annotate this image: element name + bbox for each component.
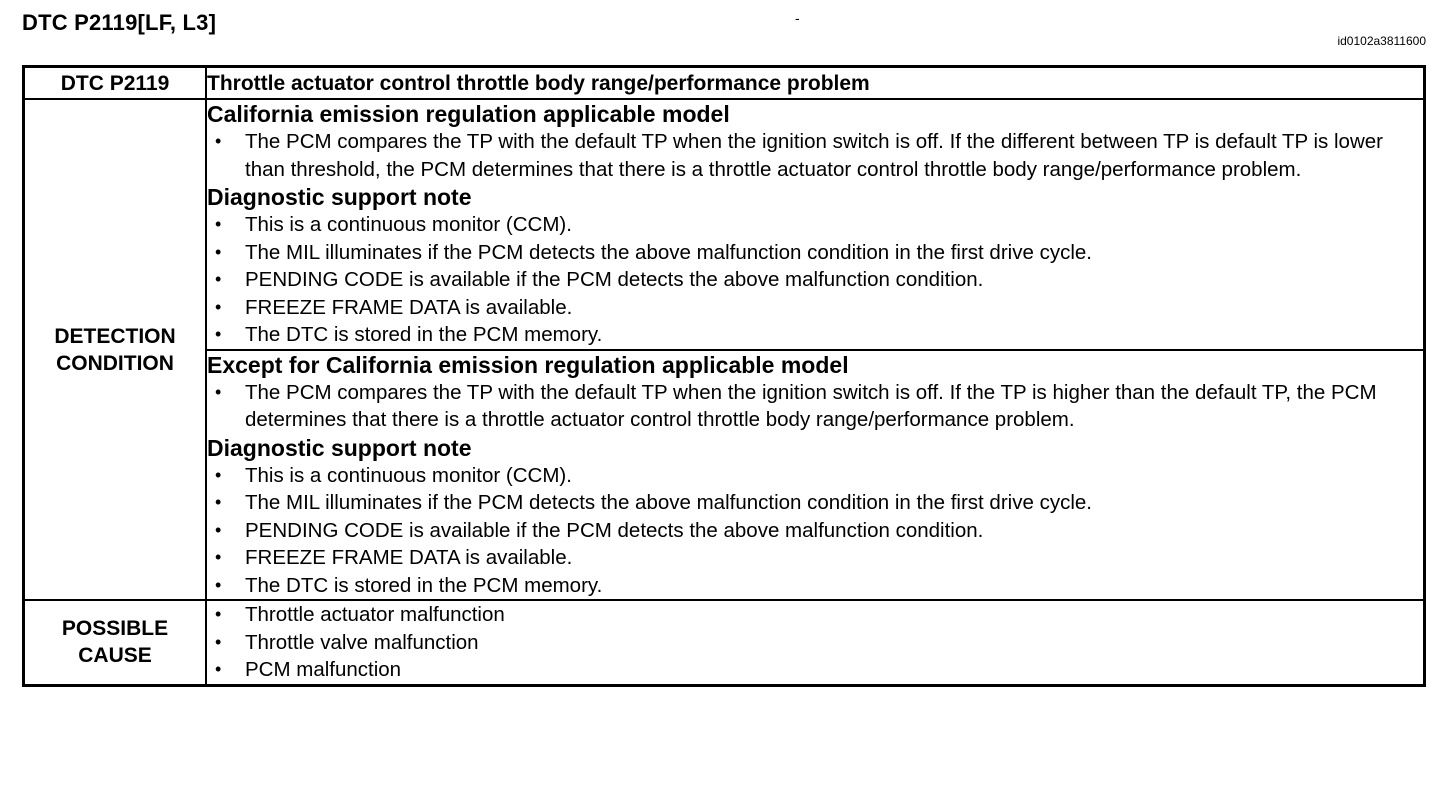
detection-condition-label-line1: DETECTION xyxy=(54,324,176,348)
detection-condition-label-cell xyxy=(24,99,207,600)
dtc-code: DTC P2119 xyxy=(60,72,170,95)
possible-cause-label-cell xyxy=(24,600,207,685)
document-id: id0102a3811600 xyxy=(1337,34,1426,48)
possible-cause-row xyxy=(24,600,1425,685)
california-heading: California emission regulation applicable model xyxy=(207,101,730,127)
dash-mark: - xyxy=(795,10,800,26)
possible-cause-label-line2: CAUSE xyxy=(78,644,152,668)
dtc-description: Throttle actuator control throttle body range/performance problem xyxy=(207,72,870,95)
list-item: • The DTC is stored in the PCM memory. xyxy=(207,321,1423,349)
list-item: • The DTC is stored in the PCM memory. xyxy=(207,572,1423,600)
list-item: • The MIL illuminates if the PCM detects the above malfunction condition in the first drive cycle. xyxy=(207,239,1423,267)
possible-cause-label-line1: POSSIBLE xyxy=(61,617,169,641)
california-bullets xyxy=(207,128,1423,183)
except-california-notes xyxy=(207,462,1423,600)
california-notes xyxy=(207,211,1423,349)
detection-row-except-california xyxy=(24,350,1425,601)
list-item: • Throttle valve malfunction xyxy=(207,629,1423,657)
list-item: • This is a continuous monitor (CCM). xyxy=(207,462,1423,490)
list-item: • PENDING CODE is available if the PCM detects the above malfunction condition. xyxy=(207,517,1423,545)
except-california-section xyxy=(206,350,1425,601)
dtc-table xyxy=(22,65,1426,687)
list-item: • Throttle actuator malfunction xyxy=(207,601,1423,629)
california-note-heading: Diagnostic support note xyxy=(207,184,472,210)
list-item: • FREEZE FRAME DATA is available. xyxy=(207,294,1423,322)
list-item: • The MIL illuminates if the PCM detects the above malfunction condition in the first drive cycle. xyxy=(207,489,1423,517)
except-california-bullets xyxy=(207,379,1423,434)
dtc-code-cell xyxy=(24,67,207,100)
detection-condition-label-line2: CONDITION xyxy=(56,351,174,375)
list-item: • PENDING CODE is available if the PCM detects the above malfunction condition. xyxy=(207,266,1423,294)
list-item: • The PCM compares the TP with the default TP when the ignition switch is off. If the different between TP is default TP is lower than threshold, the PCM determines that there is a throttle actuator control throttle body range/performance problem. xyxy=(207,128,1423,183)
detection-row-california xyxy=(24,99,1425,350)
except-california-note-heading: Diagnostic support note xyxy=(207,434,472,461)
list-item: • This is a continuous monitor (CCM). xyxy=(207,211,1423,239)
california-section xyxy=(206,99,1425,350)
list-item: • PCM malfunction xyxy=(207,656,1423,684)
list-item: • The PCM compares the TP with the default TP when the ignition switch is off. If the TP is higher than the default TP, the PCM determines that there is a throttle actuator control throttle body range/performance problem. xyxy=(207,379,1423,434)
header-row xyxy=(24,67,1425,100)
list-item: • FREEZE FRAME DATA is available. xyxy=(207,544,1423,572)
dtc-description-cell xyxy=(206,67,1425,100)
possible-cause-section xyxy=(206,600,1425,685)
possible-cause-list xyxy=(207,601,1423,684)
except-california-heading: Except for California emission regulation applicable model xyxy=(207,351,849,378)
document-title: DTC P2119[LF, L3] xyxy=(22,10,217,35)
